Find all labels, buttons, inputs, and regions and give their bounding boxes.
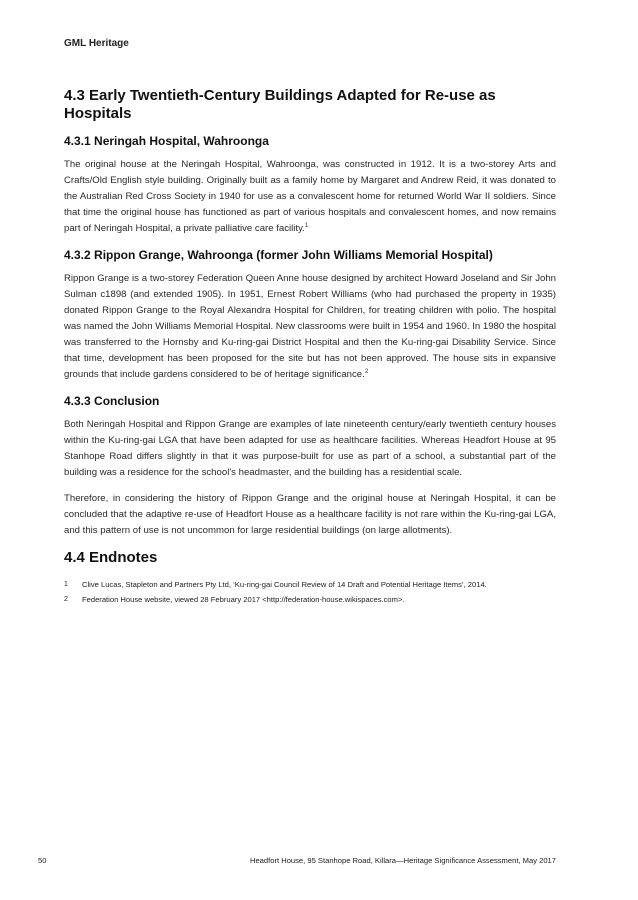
paragraph-rippon-text: Rippon Grange is a two-storey Federation Queen Anne house designed by architect Howard Joseland and Sir John Sulman c1898 (and extended 1905). In 1951, Ernest Robert Williams (who had purchased the property in 1935) donated Rippon Grange to the Royal Alexandra Hospital for Children, for treating children with polio. The hospital was named the John Williams Memorial Hospital. New classrooms were built in 1954 and 1960. In 1980 the hospital was transferred to the Hornsby and Ku-ring-gai District Hospital and then the Ku-ring-gai Disability Service. Since that time, development has been proposed for the site but has not been approved. The house sits in expansive grounds that include gardens considered to be of heritage significance.	[64, 273, 556, 380]
paragraph-neringah	[64, 157, 556, 237]
section-heading-4-4: 4.4 Endnotes	[64, 549, 158, 566]
page-footer	[38, 856, 556, 865]
paragraph-neringah-text: The original house at the Neringah Hospital, Wahroonga, was constructed in 1912. It is a two-storey Arts and Crafts/Old English style building. Originally built as a family home by Margaret and Andrew Reid, it was donated to the Australian Red Cross Society in 1940 for use as a convalescent home for returned World War II soldiers. Since that time the original house has functioned as part of various hospitals and convalescent homes, and now remains part of Neringah Hospital, a private palliative care facility.	[64, 159, 556, 234]
section-heading-4-3: 4.3 Early Twentieth-Century Buildings Adapted for Re-use as Hospitals	[64, 87, 496, 122]
subheading-4-3-2: 4.3.2 Rippon Grange, Wahroonga (former John Williams Memorial Hospital)	[64, 248, 493, 262]
subheading-4-3-1: 4.3.1 Neringah Hospital, Wahroonga	[64, 134, 269, 148]
footer-document-title: Headfort House, 95 Stanhope Road, Killara—Heritage Significance Assessment, May 2017	[249, 856, 556, 865]
page-content	[64, 87, 556, 609]
endnote-ref-2[interactable]: 2	[364, 368, 369, 375]
endnote-text: Federation House website, viewed 28 February 2017 <http://federation-house.wikispaces.com>.	[82, 595, 405, 604]
paragraph-conclusion-2: Therefore, in considering the history of Rippon Grange and the original house at Neringah Hospital, it can be concluded that the adaptive re-use of Headfort House as a healthcare facility is not rare within the Ku-ring-gai LGA, and this pattern of use is not uncommon for large residential buildings (on large allotments).	[64, 493, 556, 536]
subheading-4-3-3: 4.3.3 Conclusion	[64, 394, 160, 408]
page-number: 50	[38, 856, 47, 865]
endnote-text: Clive Lucas, Stapleton and Partners Pty Ltd, ‘Ku-ring-gai Council Review of 14 Draft and Potential Heritage Items’, 2014.	[82, 580, 487, 589]
endnote-number: 1	[64, 581, 68, 588]
paragraph-rippon	[64, 271, 556, 383]
running-header: GML Heritage	[64, 38, 129, 49]
endnote-number: 2	[64, 596, 68, 603]
endnote-ref-1[interactable]: 1	[304, 222, 309, 229]
endnote-item	[64, 579, 556, 591]
endnote-item	[64, 594, 556, 606]
paragraph-conclusion-1: Both Neringah Hospital and Rippon Grange are examples of late nineteenth century/early twentieth century houses within the Ku-ring-gai LGA that have been adapted for use as healthcare facilities. Whereas Headfort House at 95 Stanhope Road differs slightly in that it was purpose-built for use as part of a school, a substantial part of the building was a residence for the school's headmaster, and the building has a residential scale.	[64, 419, 556, 478]
